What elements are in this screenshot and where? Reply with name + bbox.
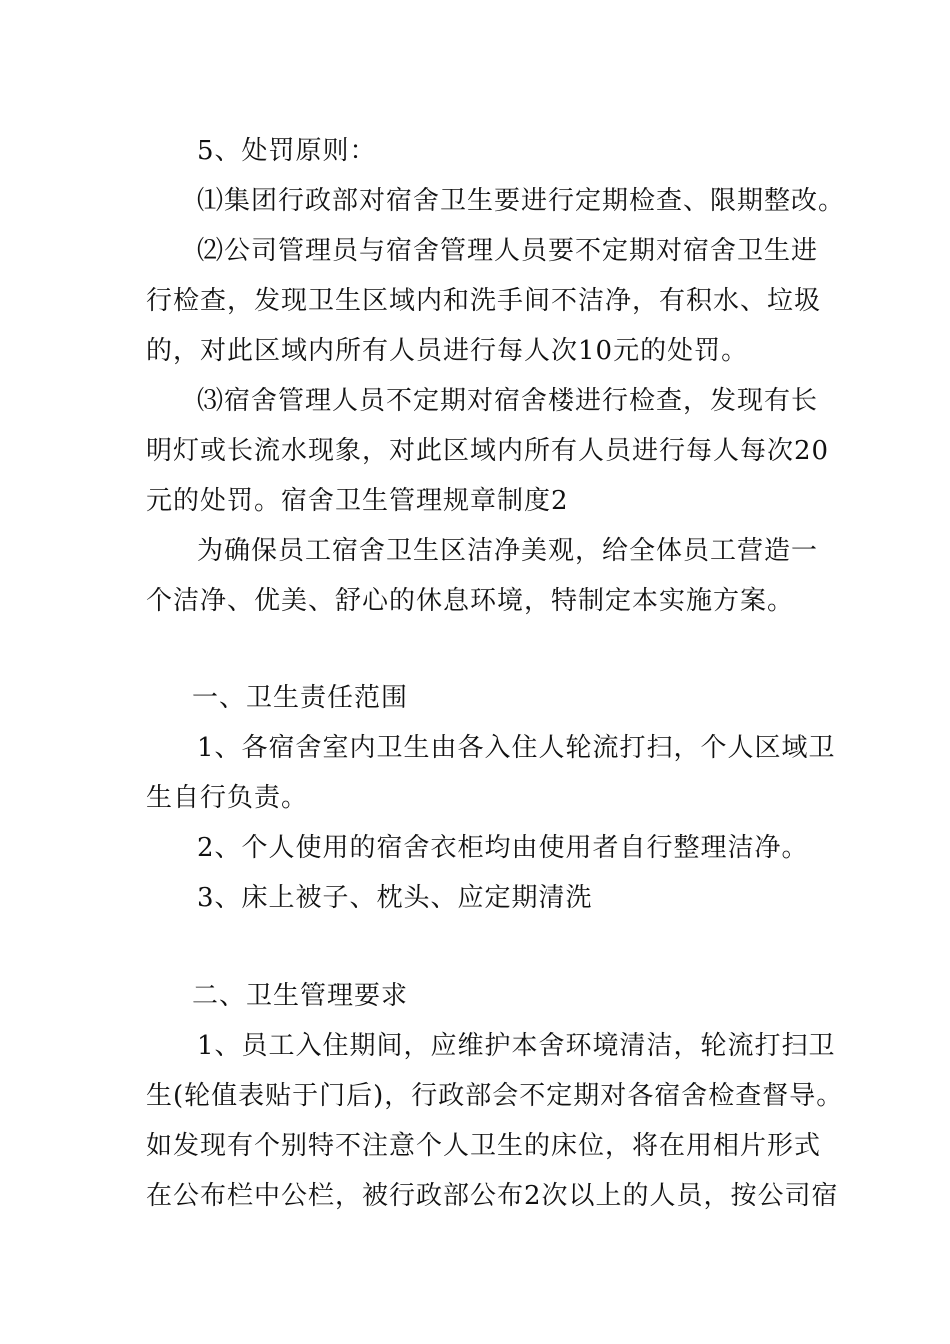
section-5-heading: 5、处罚原则： xyxy=(197,136,377,166)
paragraph-line: 的，对此区域内所有人员进行每人次10元的处罚。 xyxy=(146,336,749,366)
paragraph-line: 元的处罚。宿舍卫生管理规章制度2 xyxy=(146,486,569,516)
paragraph-line: 2、个人使用的宿舍衣柜均由使用者自行整理洁净。 xyxy=(197,833,809,863)
paragraph-line: ⑵公司管理员与宿舍管理人员要不定期对宿舍卫生进 xyxy=(197,236,819,266)
paragraph-line: 1、各宿舍室内卫生由各入住人轮流打扫，个人区域卫 xyxy=(197,733,836,763)
section-2-heading: 二、卫生管理要求 xyxy=(192,981,409,1011)
paragraph-line: ⑴集团行政部对宿舍卫生要进行定期检查、限期整改。 xyxy=(197,186,846,216)
paragraph-line: 3、床上被子、枕头、应定期清洗 xyxy=(197,883,593,913)
paragraph-line: 个洁净、优美、舒心的休息环境，特制定本实施方案。 xyxy=(146,586,795,616)
paragraph-line: ⑶宿舍管理人员不定期对宿舍楼进行检查，发现有长 xyxy=(197,386,819,416)
paragraph-line: 在公布栏中公栏，被行政部公布2次以上的人员，按公司宿 xyxy=(146,1181,839,1211)
paragraph-line: 为确保员工宿舍卫生区洁净美观，给全体员工营造一 xyxy=(197,536,819,566)
paragraph-line: 生自行负责。 xyxy=(146,783,309,813)
paragraph-line: 1、员工入住期间，应维护本舍环境清洁，轮流打扫卫 xyxy=(197,1031,836,1061)
paragraph-line: 生(轮值表贴于门后)，行政部会不定期对各宿舍检查督导。 xyxy=(146,1081,844,1111)
section-1-heading: 一、卫生责任范围 xyxy=(192,683,409,713)
paragraph-line: 明灯或长流水现象，对此区域内所有人员进行每人每次20 xyxy=(146,436,830,466)
paragraph-line: 行检查，发现卫生区域内和洗手间不洁净，有积水、垃圾 xyxy=(146,286,822,316)
paragraph-line: 如发现有个别特不注意个人卫生的床位，将在用相片形式 xyxy=(146,1131,822,1161)
